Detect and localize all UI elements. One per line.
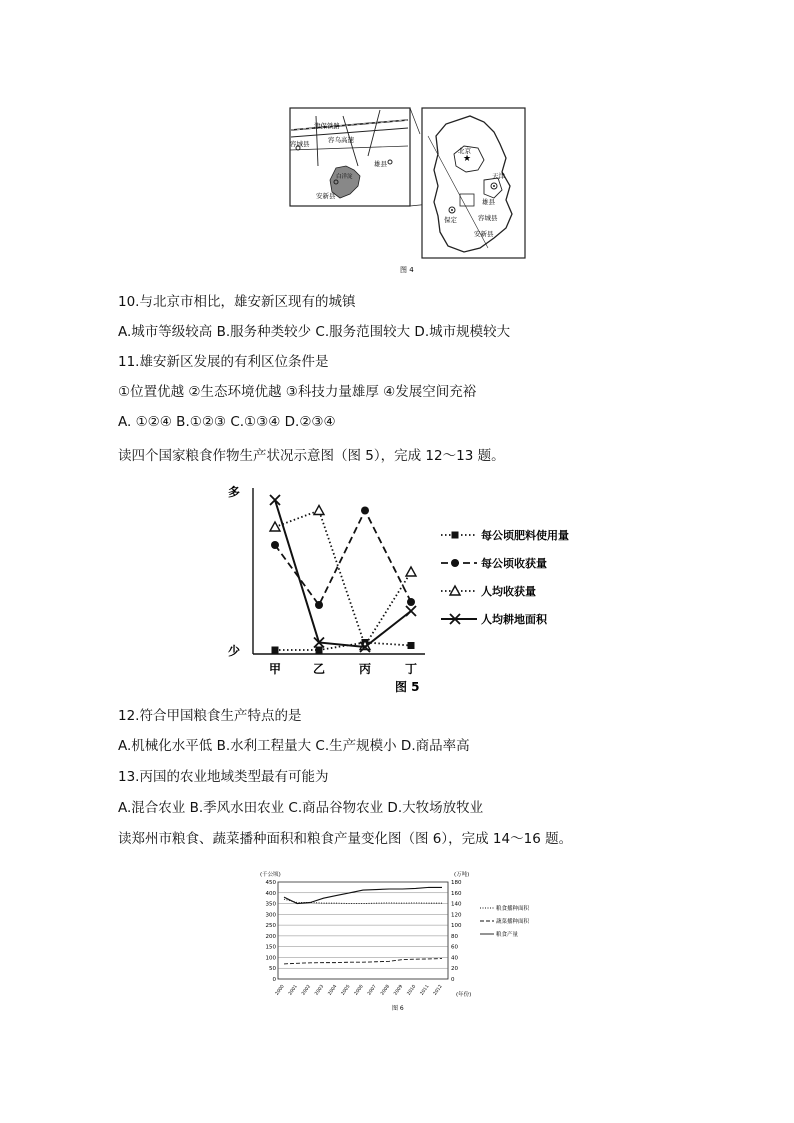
chart5-series-0-line — [275, 643, 411, 651]
chart5-series-2-point-3 — [406, 567, 416, 576]
chart6-left-tick-5: 250 — [265, 923, 276, 930]
chart5-x-tick-1: 乙 — [313, 662, 326, 676]
chart5-series-1-point-1 — [315, 601, 323, 609]
chart6-x-unit: (年份) — [456, 992, 472, 998]
question-10-stem: 10.与北京市相比，雄安新区现有的城镇 — [118, 294, 356, 310]
chart6-right-tick-9: 180 — [451, 880, 462, 886]
chart6-x-tick-12: 2012 — [432, 984, 444, 997]
chart6-x-tick-8: 2008 — [380, 984, 391, 997]
chart6-right-tick-3: 60 — [451, 944, 458, 951]
map-label-xiongxian: 雄县 — [374, 160, 387, 168]
chart6-left-unit: (千公顷) — [260, 872, 281, 878]
chart5-legend-label-1: 每公顷收获量 — [481, 557, 547, 570]
chart6-left-tick-8: 400 — [265, 890, 276, 897]
main-label-beijing: 北京 — [458, 147, 471, 155]
chart5-series-2-line — [275, 511, 411, 646]
question-12-options: A.机械化水平低 B.水利工程量大 C.生产规模小 D.商品率高 — [118, 738, 470, 754]
map-label-lake: 白洋淀 — [336, 174, 353, 180]
chart6-x-tick-1: 2001 — [288, 984, 299, 997]
question-12-stem: 12.符合甲国粮食生产特点的是 — [118, 708, 302, 724]
chart5-series-2-point-0 — [270, 522, 280, 531]
chart6-left-tick-3: 150 — [265, 944, 276, 951]
figure-6-chart — [256, 868, 546, 1016]
chart6-right-unit: (万吨) — [454, 872, 470, 878]
question-10-options: A.城市等级较高 B.服务种类较少 C.服务范围较大 D.城市规模较大 — [118, 324, 511, 340]
main-label-anxin: 安新县 — [474, 230, 494, 238]
chart6-right-tick-8: 160 — [451, 890, 462, 897]
main-label-xiongxian: 雄县 — [482, 198, 495, 206]
chart6-x-tick-4: 2004 — [327, 984, 339, 997]
chart6-x-tick-11: 2011 — [419, 984, 431, 997]
chart5-series-1-point-3 — [407, 598, 415, 606]
map-label-expressway: 容乌高速 — [328, 136, 354, 144]
chart6-x-tick-3: 2003 — [314, 984, 326, 997]
chart5-series-1-point-2 — [361, 507, 369, 515]
question-13-stem: 13.丙国的农业地域类型最有可能为 — [118, 769, 329, 785]
map-label-railway: 津保铁路 — [314, 122, 340, 130]
chart6-left-tick-7: 350 — [265, 901, 276, 908]
chart6-series-2-line — [284, 887, 442, 903]
chart6-x-tick-7: 2007 — [367, 984, 378, 997]
chart6-right-tick-2: 40 — [451, 955, 458, 962]
chart6-right-tick-7: 140 — [451, 901, 462, 908]
chart6-right-tick-4: 80 — [451, 933, 458, 940]
figure-4-caption: 图 4 — [400, 266, 414, 274]
chart5-legend-marker-0 — [452, 532, 459, 539]
map-label-anxin: 安新县 — [316, 192, 336, 200]
chart5-series-3-point-0 — [270, 495, 280, 505]
chart6-left-tick-2: 100 — [265, 955, 276, 962]
beijing-star-icon: ★ — [463, 154, 472, 164]
chart6-legend-label-2: 粮食产量 — [496, 932, 519, 938]
chart5-legend-label-2: 人均收获量 — [481, 585, 536, 598]
chart6-x-tick-0: 2000 — [274, 984, 286, 997]
chart6-x-tick-2: 2002 — [301, 984, 312, 997]
chart5-series-0-point-3 — [408, 642, 415, 649]
chart6-left-tick-9: 450 — [265, 880, 276, 886]
chart5-x-tick-2: 丙 — [359, 662, 372, 676]
chart5-series-0-point-1 — [316, 647, 323, 654]
map-label-rongcheng: 容城县 — [290, 140, 310, 148]
chart5-legend-label-3: 人均耕地面积 — [481, 613, 547, 626]
chart5-legend-label-0: 每公顷肥料使用量 — [481, 529, 569, 542]
chart5-series-1-line — [275, 511, 411, 606]
question-11-options: A. ①②④ B.①②③ C.①③④ D.②③④ — [118, 414, 336, 430]
chart6-series-1-line — [284, 959, 442, 964]
intro-12-13: 读四个国家粮食作物生产状况示意图（图 5），完成 12～13 题。 — [118, 448, 505, 464]
chart6-left-tick-4: 200 — [265, 933, 276, 940]
chart5-series-3-point-3 — [406, 606, 416, 616]
chart6-right-tick-1: 20 — [451, 966, 458, 973]
chart5-x-tick-3: 丁 — [405, 662, 418, 676]
chart6-right-tick-0: 0 — [451, 977, 455, 983]
chart6-plot-frame — [278, 882, 448, 979]
chart6-x-tick-5: 2005 — [340, 984, 352, 997]
question-13-options: A.混合农业 B.季风水田农业 C.商品谷物农业 D.大牧场放牧业 — [118, 800, 484, 816]
chart6-x-tick-6: 2006 — [353, 984, 365, 997]
chart5-series-0-point-0 — [272, 647, 279, 654]
main-label-tianjin: 天津 — [492, 172, 505, 180]
chart6-x-tick-10: 2010 — [406, 984, 418, 997]
chart6-right-tick-5: 100 — [451, 923, 462, 930]
chart6-left-tick-6: 300 — [265, 912, 276, 919]
figure-5-chart — [225, 478, 590, 700]
chart5-y-bottom-label: 少 — [228, 644, 241, 658]
chart5-series-1-point-0 — [271, 541, 279, 549]
main-label-rongcheng: 容城县 — [478, 214, 498, 222]
chart6-x-tick-9: 2009 — [393, 984, 405, 997]
main-label-baoding: 保定 — [444, 216, 457, 224]
figure-6-caption: 图 6 — [392, 1005, 404, 1012]
chart6-left-tick-0: 0 — [272, 977, 276, 983]
chart5-legend-marker-1 — [451, 559, 459, 567]
chart6-legend-label-0: 粮食播种面积 — [496, 906, 530, 912]
chart5-y-top-label: 多 — [228, 485, 241, 499]
question-11-items: ①位置优越 ②生态环境优越 ③科技力量雄厚 ④发展空间充裕 — [118, 384, 477, 400]
question-11-stem: 11.雄安新区发展的有利区位条件是 — [118, 354, 329, 370]
chart6-legend-label-1: 蔬菜播种面积 — [496, 919, 530, 925]
chart6-right-tick-6: 120 — [451, 912, 462, 919]
figure-5-caption: 图 5 — [395, 680, 420, 694]
figure-4-map — [288, 106, 528, 276]
chart6-left-tick-1: 50 — [269, 966, 276, 973]
chart5-series-2-point-1 — [314, 506, 324, 515]
intro-14-16: 读郑州市粮食、蔬菜播种面积和粮食产量变化图（图 6），完成 14～16 题。 — [118, 831, 573, 847]
chart5-x-tick-0: 甲 — [269, 662, 282, 676]
